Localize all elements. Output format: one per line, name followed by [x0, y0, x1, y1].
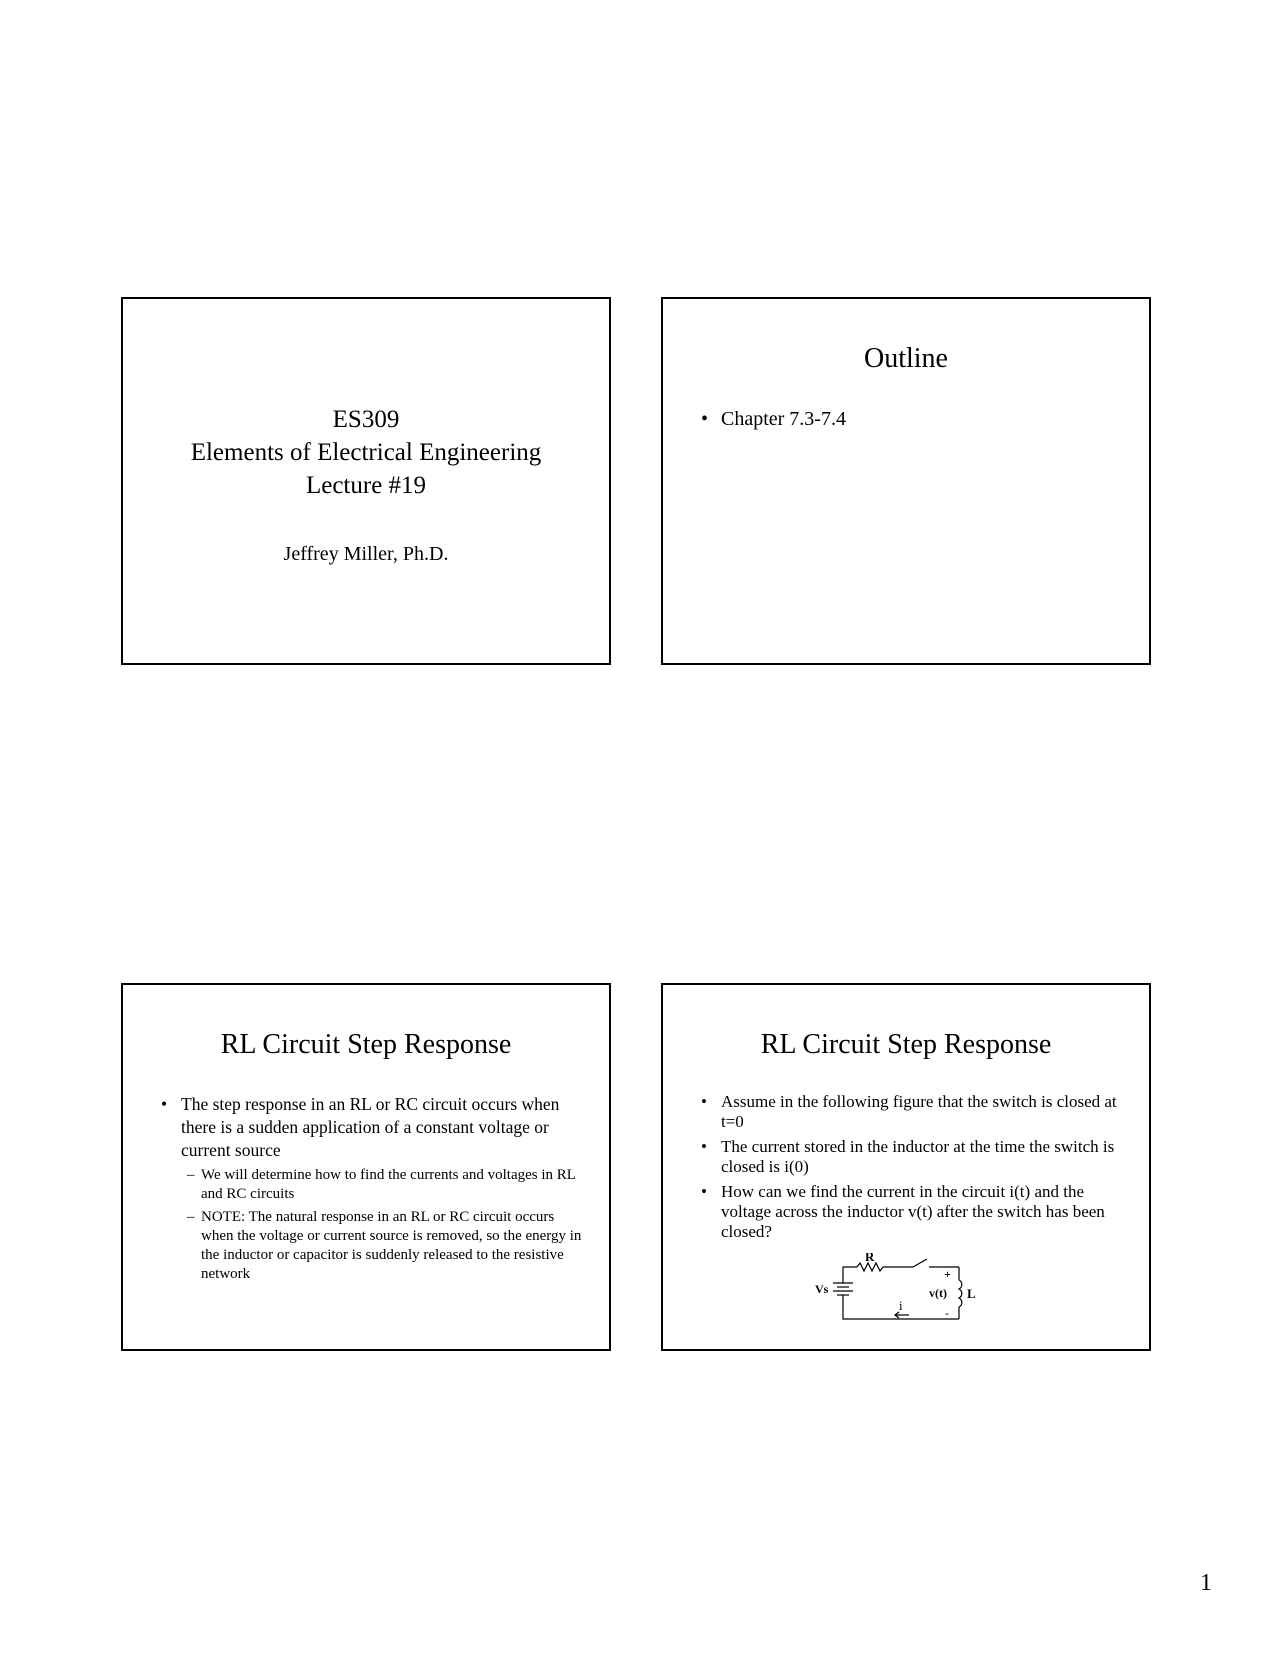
- lecture-number: Lecture #19: [305, 472, 427, 499]
- bullet-item: • Chapter 7.3-7.4: [701, 407, 1123, 431]
- bullet-list: [701, 1092, 1123, 1247]
- slide-step-response-circuit: [661, 983, 1151, 1351]
- bullet-text: The step response in an RL or RC circuit occurs when there is a sudden application of a constant voltage or current source: [181, 1094, 560, 1160]
- slide-heading: RL Circuit Step Response: [220, 1029, 512, 1060]
- bullet-item: • Assume in the following figure that the switch is closed at t=0: [701, 1092, 1123, 1132]
- bullet-list: [161, 1093, 583, 1288]
- author-name: Jeffrey Miller, Ph.D.: [283, 543, 449, 565]
- voltage-label: v(t): [929, 1286, 947, 1300]
- page-number: 1: [1200, 1570, 1212, 1596]
- sub-bullet-item: – NOTE: The natural response in an RL or RC circuit occurs when the voltage or current source is removed, so the energy in the inductor or capacitor is suddenly released to the resistive network: [181, 1208, 583, 1284]
- wire-left-top: [843, 1267, 857, 1275]
- plus-sign: +: [944, 1267, 951, 1281]
- sub-bullet-item: – We will determine how to find the currents and voltages in RL and RC circuits: [181, 1166, 583, 1204]
- minus-sign: -: [945, 1306, 949, 1320]
- inductor-label: L: [967, 1286, 976, 1301]
- rl-circuit-diagram: [813, 1253, 993, 1333]
- bullet-list: [701, 407, 1123, 435]
- source-label: Vs: [815, 1282, 829, 1296]
- sub-bullet-list: [181, 1166, 583, 1284]
- resistor-label: R: [865, 1253, 875, 1264]
- bullet-item: • How can we find the current in the circuit i(t) and the voltage across the inductor v(t) after the switch has been closed?: [701, 1182, 1123, 1242]
- inductor-symbol: [959, 1280, 962, 1307]
- bullet-item: [161, 1093, 583, 1284]
- current-label: i: [899, 1298, 903, 1313]
- slide-heading: RL Circuit Step Response: [760, 1029, 1052, 1060]
- lecture-title-block: [123, 403, 609, 502]
- slide-title: [121, 297, 611, 665]
- course-code: ES309: [332, 406, 400, 433]
- resistor-symbol: [857, 1263, 883, 1271]
- switch-symbol: [913, 1259, 927, 1267]
- bullet-item: • The current stored in the inductor at the time the switch is closed is i(0): [701, 1137, 1123, 1177]
- course-title: Elements of Electrical Engineering: [190, 439, 542, 466]
- slide-outline: [661, 297, 1151, 665]
- slide-step-response-intro: [121, 983, 611, 1351]
- slide-heading: Outline: [864, 343, 948, 374]
